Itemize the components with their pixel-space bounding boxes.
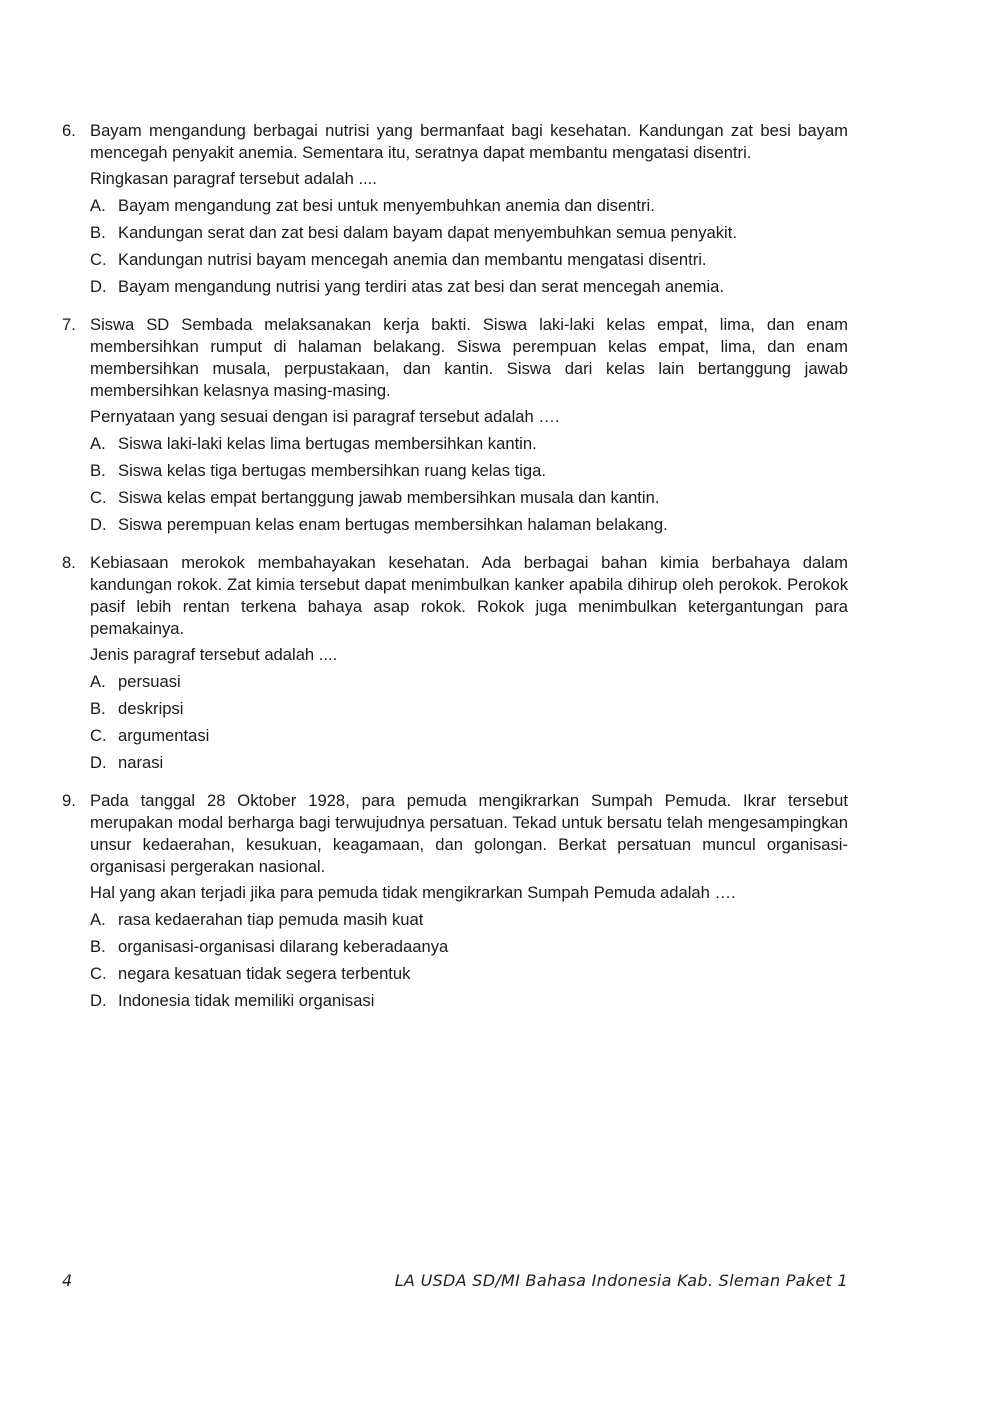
question-prompt: Ringkasan paragraf tersebut adalah .... xyxy=(90,169,377,188)
option-letter: A. xyxy=(90,672,106,692)
option-d[interactable] xyxy=(90,273,848,300)
option-a[interactable] xyxy=(90,669,848,696)
question-prompt: Pernyataan yang sesuai dengan isi paragraf tersebut adalah …. xyxy=(90,407,560,426)
option-a[interactable] xyxy=(90,431,848,458)
page-number: 4 xyxy=(62,1271,73,1290)
option-letter: D. xyxy=(90,990,107,1010)
option-d[interactable] xyxy=(90,749,848,776)
option-letter: D. xyxy=(90,514,107,534)
option-text: Siswa kelas empat bertanggung jawab membersihkan musala dan kantin. xyxy=(118,487,660,507)
option-letter: A. xyxy=(90,910,106,930)
option-letter: D. xyxy=(90,276,107,296)
question-8 xyxy=(62,552,848,776)
answer-options xyxy=(90,907,848,1014)
question-paragraph: Siswa SD Sembada melaksanakan kerja bakti. Siswa laki-laki kelas empat, lima, dan enam membersihkan rumput di halaman belakang. Siswa perempuan kelas empat, lima, dan enam membersihkan musala, perpustakaan, dan kantin. Siswa dari kelas lain bertanggung jawab membersihkan kelasnya masing-masing. xyxy=(90,315,848,400)
option-b[interactable] xyxy=(90,934,848,961)
option-a[interactable] xyxy=(90,907,848,934)
option-c[interactable] xyxy=(90,485,848,512)
question-9 xyxy=(62,790,848,1014)
option-b[interactable] xyxy=(90,696,848,723)
option-letter: C. xyxy=(90,487,107,507)
option-text: persuasi xyxy=(118,672,181,692)
option-letter: A. xyxy=(90,434,106,454)
answer-options xyxy=(90,669,848,776)
option-d[interactable] xyxy=(90,987,848,1014)
question-body xyxy=(90,552,848,776)
option-letter: B. xyxy=(90,223,106,243)
option-letter: C. xyxy=(90,963,107,983)
answer-options xyxy=(90,193,848,300)
option-letter: C. xyxy=(90,249,107,269)
question-6 xyxy=(62,120,848,300)
option-c[interactable] xyxy=(90,247,848,274)
question-prompt: Hal yang akan terjadi jika para pemuda tidak mengikrarkan Sumpah Pemuda adalah …. xyxy=(90,883,736,902)
option-text: narasi xyxy=(118,752,164,772)
option-c[interactable] xyxy=(90,723,848,750)
option-text: deskripsi xyxy=(118,699,184,719)
question-number: 8. xyxy=(62,553,76,572)
option-c[interactable] xyxy=(90,961,848,988)
option-letter: B. xyxy=(90,937,106,957)
question-body xyxy=(90,120,848,300)
question-7 xyxy=(62,314,848,538)
option-d[interactable] xyxy=(90,511,848,538)
option-letter: D. xyxy=(90,752,107,772)
footer-title: LA USDA SD/MI Bahasa Indonesia Kab. Sleman Paket 1 xyxy=(394,1271,848,1290)
option-letter: B. xyxy=(90,461,106,481)
option-text: argumentasi xyxy=(118,725,210,745)
option-b[interactable] xyxy=(90,458,848,485)
option-text: Bayam mengandung zat besi untuk menyembuhkan anemia dan disentri. xyxy=(118,196,655,216)
option-letter: A. xyxy=(90,196,106,216)
question-paragraph: Bayam mengandung berbagai nutrisi yang bermanfaat bagi kesehatan. Kandungan zat besi bayam mencegah penyakit anemia. Sementara itu, seratnya dapat membantu mengatasi disentri. xyxy=(90,121,848,162)
option-text: Bayam mengandung nutrisi yang terdiri atas zat besi dan serat mencegah anemia. xyxy=(118,276,725,296)
option-a[interactable] xyxy=(90,193,848,220)
option-text: organisasi-organisasi dilarang keberadaanya xyxy=(118,937,449,957)
question-number: 9. xyxy=(62,791,76,810)
option-text: rasa kedaerahan tiap pemuda masih kuat xyxy=(118,910,424,930)
option-text: Siswa perempuan kelas enam bertugas membersihkan halaman belakang. xyxy=(118,514,668,534)
question-number: 6. xyxy=(62,121,76,140)
question-number: 7. xyxy=(62,315,76,334)
option-text: negara kesatuan tidak segera terbentuk xyxy=(118,963,411,983)
option-letter: C. xyxy=(90,725,107,745)
option-text: Kandungan nutrisi bayam mencegah anemia dan membantu mengatasi disentri. xyxy=(118,249,707,269)
question-body xyxy=(90,790,848,1014)
option-text: Indonesia tidak memiliki organisasi xyxy=(118,990,375,1010)
question-paragraph: Pada tanggal 28 Oktober 1928, para pemuda mengikrarkan Sumpah Pemuda. Ikrar tersebut merupakan modal berharga bagi terwujudnya persatuan. Tekad untuk bersatu telah mengesampingkan unsur kedaerahan, kesukuan, keagamaan, dan golongan. Berkat persatuan muncul organisasi-organisasi pergerakan nasional. xyxy=(90,791,848,876)
question-body xyxy=(90,314,848,538)
option-text: Siswa laki-laki kelas lima bertugas membersihkan kantin. xyxy=(118,434,537,454)
option-letter: B. xyxy=(90,699,106,719)
question-paragraph: Kebiasaan merokok membahayakan kesehatan. Ada berbagai bahan kimia berbahaya dalam kandungan rokok. Zat kimia tersebut dapat menimbulkan kanker apabila dihirup oleh perokok. Perokok pasif lebih rentan terkena bahaya asap rokok. Rokok juga menimbulkan ketergantungan para pemakainya. xyxy=(90,553,848,638)
option-text: Kandungan serat dan zat besi dalam bayam dapat menyembuhkan semua penyakit. xyxy=(118,223,737,243)
option-b[interactable] xyxy=(90,220,848,247)
option-text: Siswa kelas tiga bertugas membersihkan ruang kelas tiga. xyxy=(118,461,546,481)
answer-options xyxy=(90,431,848,538)
question-prompt: Jenis paragraf tersebut adalah .... xyxy=(90,645,338,664)
